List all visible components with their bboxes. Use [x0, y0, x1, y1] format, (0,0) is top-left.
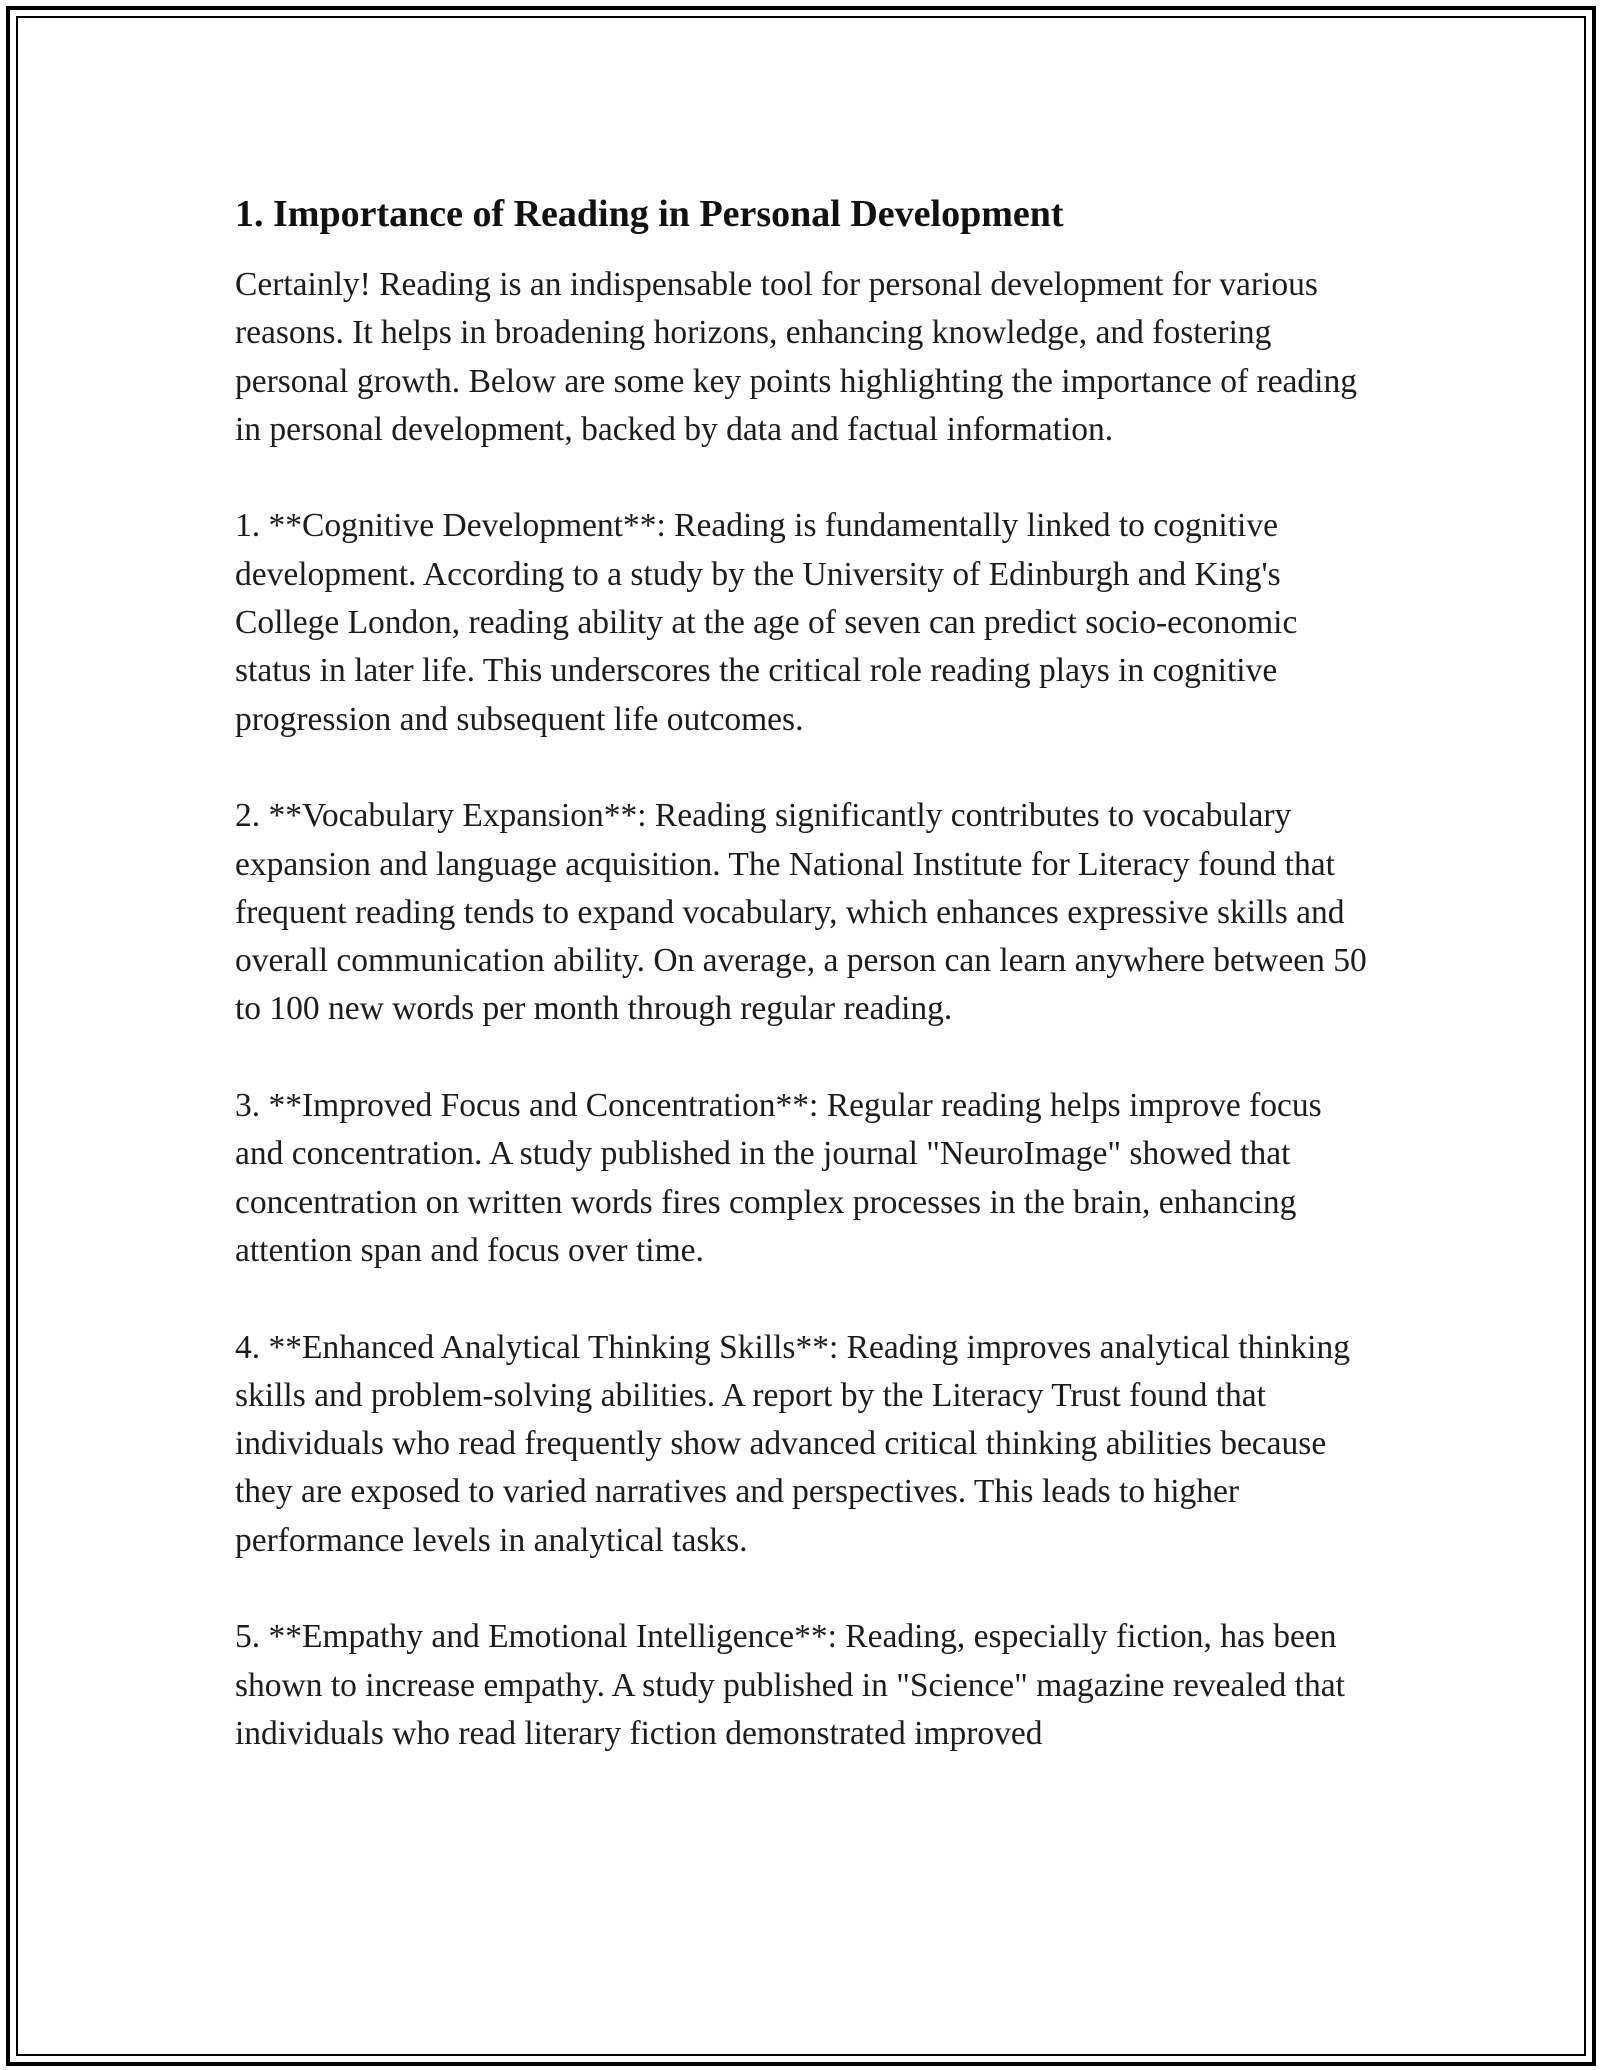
section-heading: 1. Importance of Reading in Personal Development	[235, 193, 1064, 235]
point-empathy-emotional-intelligence: 5. **Empathy and Emotional Intelligence**: Reading, especially fiction, has been shown to increase empathy. A study published in "Science" magazine revealed that individuals who read literary fiction demonstrated improved	[235, 1618, 1345, 1752]
point-analytical-thinking: 4. **Enhanced Analytical Thinking Skills**: Reading improves analytical thinking skills and problem-solving abilities. A report by the Literacy Trust found that individuals who read frequently show advanced critical thinking abilities because they are exposed to varied narratives and perspectives. This leads to higher performance levels in analytical tasks.	[235, 1328, 1350, 1559]
document-body	[235, 185, 1375, 1758]
point-cognitive-development: 1. **Cognitive Development**: Reading is fundamentally linked to cognitive development. According to a study by the University of Edinburgh and King's College London, reading ability at the age of seven can predict socio-economic status in later life. This underscores the critical role reading plays in cognitive progression and subsequent life outcomes.	[235, 507, 1298, 738]
intro-paragraph: Certainly! Reading is an indispensable tool for personal development for various reasons. It helps in broadening horizons, enhancing knowledge, and fostering personal growth. Below are some key points highlighting the importance of reading in personal development, backed by data and factual information.	[235, 266, 1357, 448]
point-vocabulary-expansion: 2. **Vocabulary Expansion**: Reading significantly contributes to vocabulary expansion and language acquisition. The National Institute for Literacy found that frequent reading tends to expand vocabulary, which enhances expressive skills and overall communication ability. On average, a person can learn anywhere between 50 to 100 new words per month through regular reading.	[235, 797, 1367, 1028]
point-focus-concentration: 3. **Improved Focus and Concentration**: Regular reading helps improve focus and concentration. A study published in the journal "NeuroImage" showed that concentration on written words fires complex processes in the brain, enhancing attention span and focus over time.	[235, 1087, 1322, 1269]
